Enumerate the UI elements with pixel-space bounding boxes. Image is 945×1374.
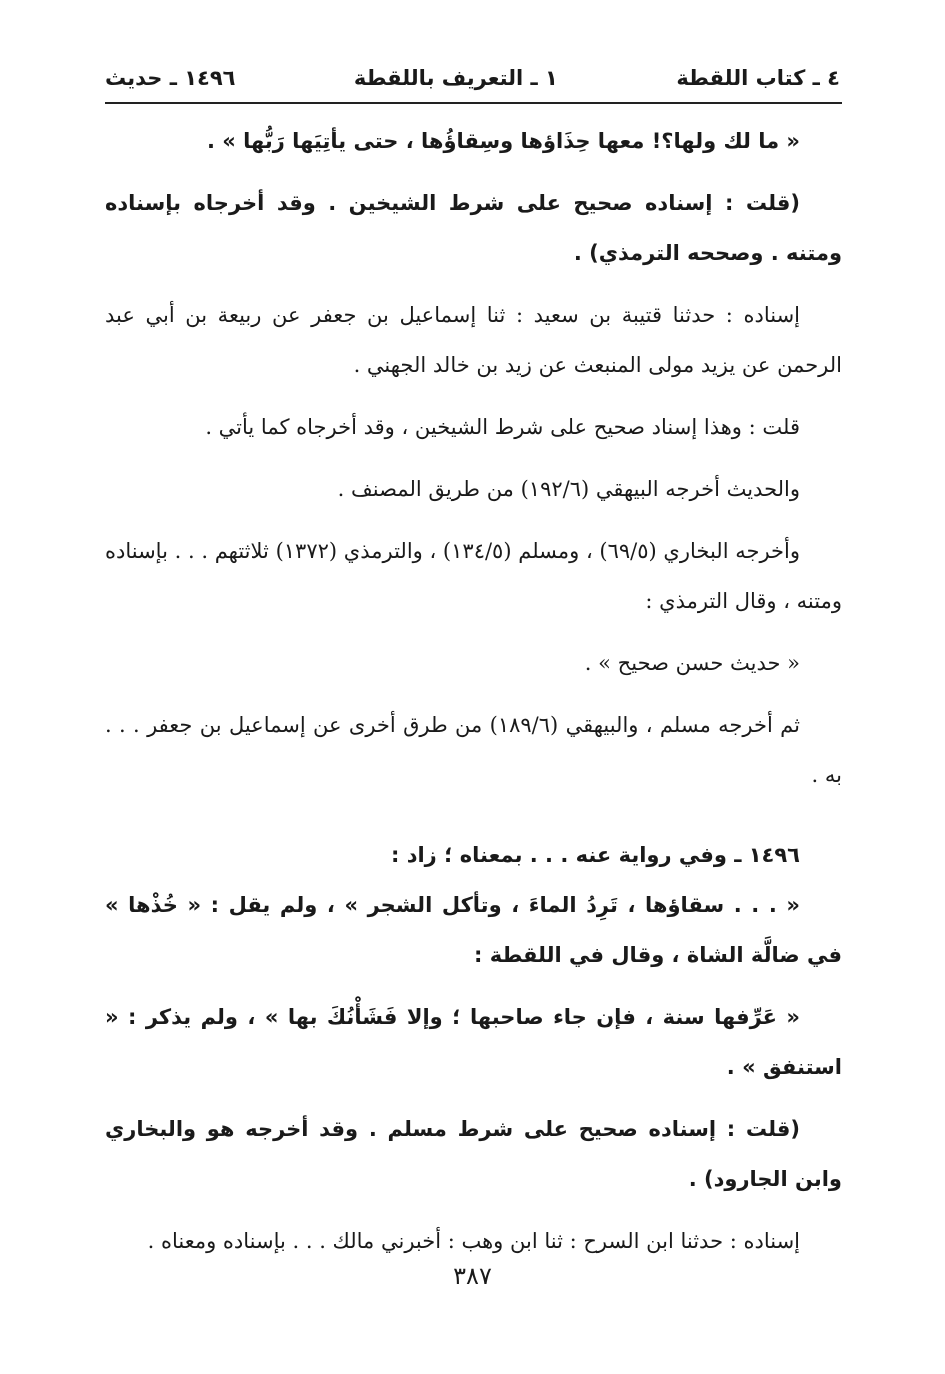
hadith-heading: ١٤٩٦ ـ وفي رواية عنه . . . بمعناه ؛ زاد :: [390, 843, 800, 867]
header-section: ١ ـ التعريف باللقطة: [353, 66, 558, 90]
isnad-paragraph: إسناده : حدثنا ابن السرح : ثنا ابن وهب : أخبرني مالك . . . بإسناده ومعناه .: [147, 1229, 800, 1253]
commentary-paragraph: ثم أخرجه مسلم ، والبيهقي (١٨٩/٦) من طرق أخرى عن إسماعيل بن جعفر . . . به .: [105, 713, 842, 787]
grading-note: (قلت : إسناده صحيح على شرط الشيخين . وقد أخرجاه بإسناده ومتنه . وصححه الترمذي) .: [105, 191, 842, 265]
page-body: [105, 116, 842, 1266]
header-chapter: ٤ ـ كتاب اللقطة: [676, 66, 840, 90]
commentary-paragraph: قلت : وهذا إسناد صحيح على شرط الشيخين ، وقد أخرجاه كما يأتي .: [205, 415, 800, 439]
hadith-text: « عَرِّفها سنة ، فإن جاء صاحبها ؛ وإلا فَشَأْنُكَ بها » ، ولم يذكر : « استنفق » .: [105, 1005, 842, 1079]
grading-note: (قلت : إسناده صحيح على شرط مسلم . وقد أخرجه هو والبخاري وابن الجارود) .: [105, 1117, 842, 1191]
commentary-paragraph: والحديث أخرجه البيهقي (١٩٢/٦) من طريق المصنف .: [337, 477, 800, 501]
header-divider: [105, 102, 842, 104]
page-number: ٣٨٧: [453, 1262, 492, 1290]
quote-paragraph: « حديث حسن صحيح » .: [584, 651, 800, 675]
commentary-paragraph: وأخرجه البخاري (٦٩/٥) ، ومسلم (١٣٤/٥) ، والترمذي (١٣٧٢) ثلاثتهم . . . بإسناده ومتنه ، وقال الترمذي :: [105, 539, 842, 613]
header-hadith: ١٤٩٦ ـ حديث: [105, 66, 236, 90]
hadith-text: « ما لك ولها؟! معها حِذَاؤها وسِقاؤُها ، حتى يأتِيَها رَبُّها » .: [206, 129, 800, 153]
hadith-text: « . . . سقاؤها ، تَرِدُ الماءَ ، وتأكل الشجر » ، ولم يقل : « خُذْها » في ضالَّة الشاة ، وقال في اللقطة :: [105, 893, 842, 967]
running-header: [105, 58, 840, 98]
isnad-paragraph: إسناده : حدثنا قتيبة بن سعيد : ثنا إسماعيل بن جعفر عن ربيعة بن أبي عبد الرحمن عن يزيد مولى المنبعث عن زيد بن خالد الجهني .: [105, 303, 842, 377]
